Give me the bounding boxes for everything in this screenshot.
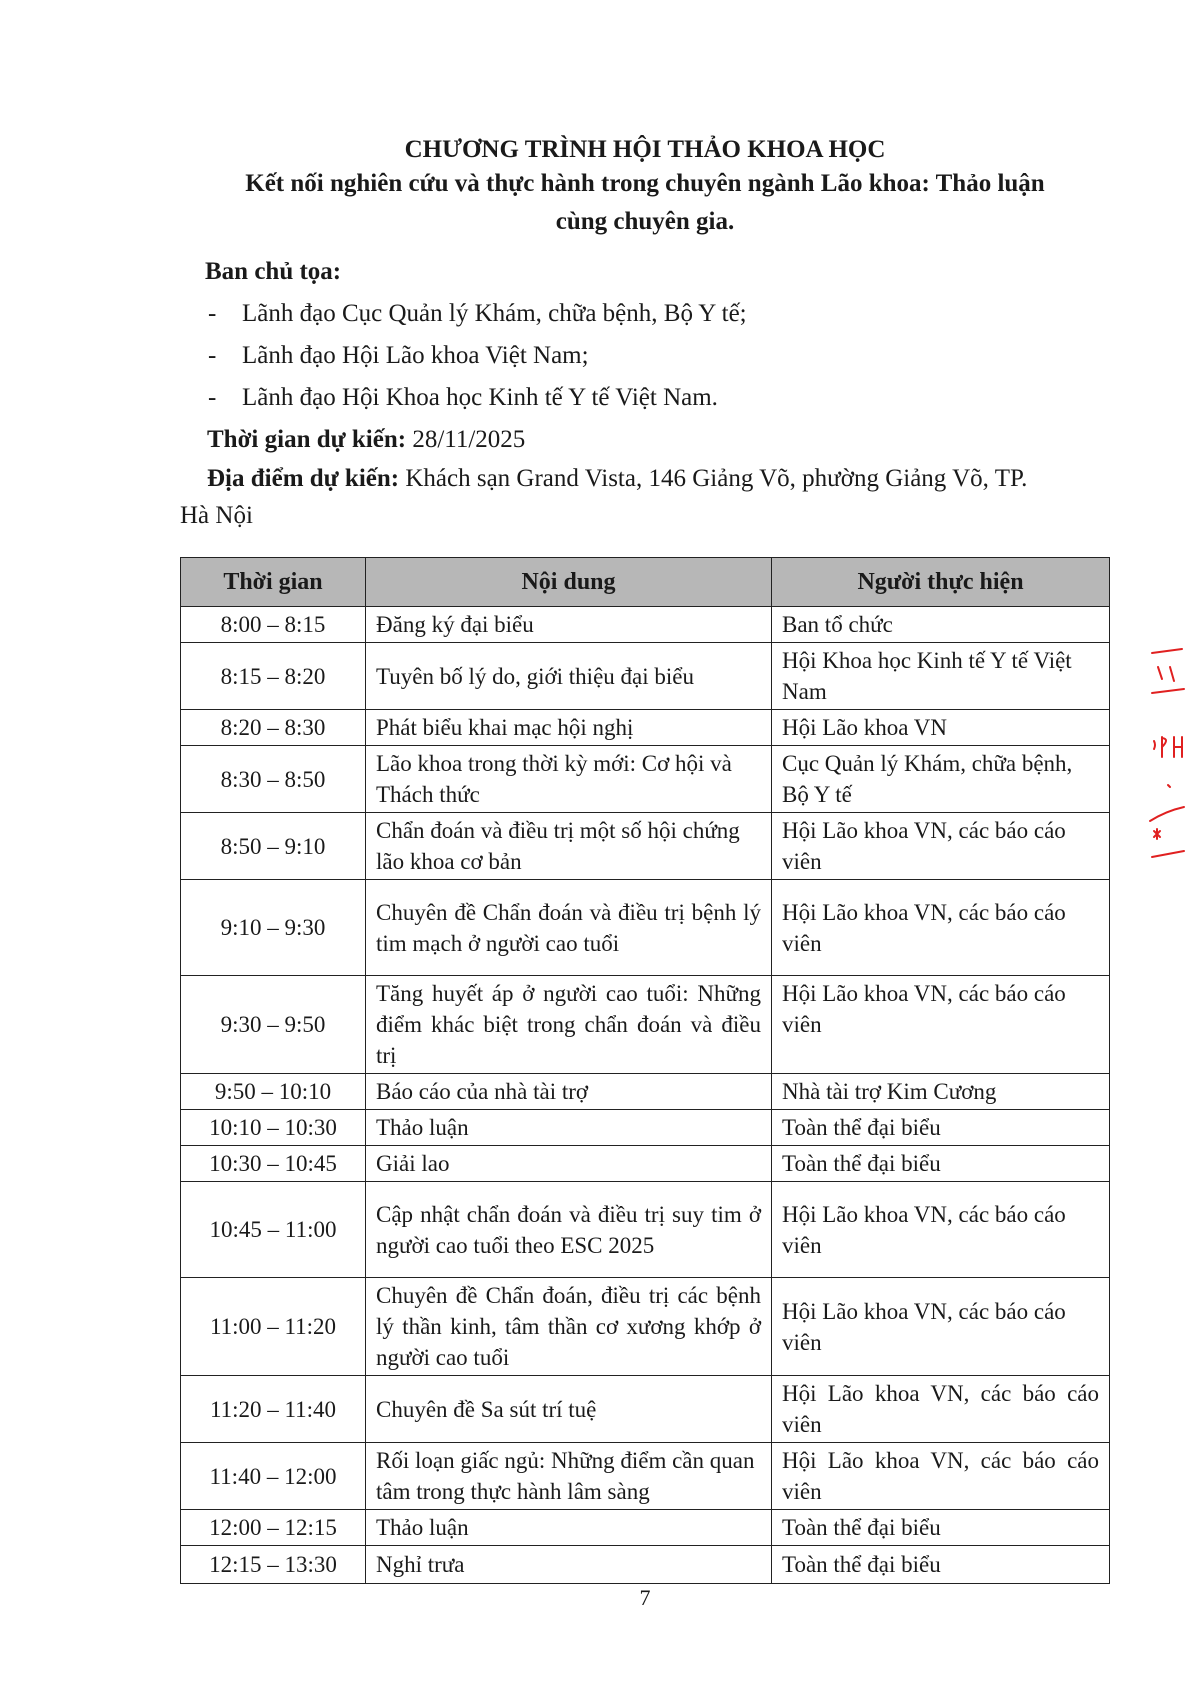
row-time: 12:15 – 13:30 xyxy=(181,1546,366,1584)
row-presenter: Nhà tài trợ Kim Cương xyxy=(772,1074,1110,1110)
row-time: 8:20 – 8:30 xyxy=(181,710,366,746)
expected-place-label: Địa điểm dự kiến: xyxy=(207,465,400,492)
row-time: 8:00 – 8:15 xyxy=(181,607,366,643)
chair-item-text: Lãnh đạo Hội Lão khoa Việt Nam; xyxy=(242,342,589,369)
red-stamp-mark xyxy=(1148,645,1188,875)
column-header-content: Nội dung xyxy=(366,558,772,607)
row-content: Tuyên bố lý do, giới thiệu đại biểu xyxy=(366,643,772,710)
row-presenter: Toàn thể đại biểu xyxy=(772,1510,1110,1546)
table-row xyxy=(181,1146,1110,1182)
row-time: 9:30 – 9:50 xyxy=(181,976,366,1074)
table-row xyxy=(181,1443,1110,1510)
row-presenter: Hội Lão khoa VN, các báo cáo viên xyxy=(772,1182,1110,1278)
chair-item: - Lãnh đạo Hội Khoa học Kinh tế Y tế Việt Nam. xyxy=(208,384,718,411)
table-row xyxy=(181,1110,1110,1146)
row-presenter: Hội Lão khoa VN, các báo cáo viên xyxy=(772,1376,1110,1443)
row-content: Chuyên đề Sa sút trí tuệ xyxy=(366,1376,772,1443)
row-time: 9:50 – 10:10 xyxy=(181,1074,366,1110)
row-presenter: Hội Lão khoa VN xyxy=(772,710,1110,746)
chair-item-text: Lãnh đạo Hội Khoa học Kinh tế Y tế Việt Nam. xyxy=(242,384,718,411)
row-content: Thảo luận xyxy=(366,1110,772,1146)
expected-place xyxy=(207,465,1027,493)
row-content: Lão khoa trong thời kỳ mới: Cơ hội và Thách thức xyxy=(366,746,772,813)
row-time: 12:00 – 12:15 xyxy=(181,1510,366,1546)
row-time: 10:30 – 10:45 xyxy=(181,1146,366,1182)
page-number: 7 xyxy=(639,1585,651,1610)
row-presenter: Toàn thể đại biểu xyxy=(772,1110,1110,1146)
row-time: 9:10 – 9:30 xyxy=(181,880,366,976)
row-content: Tăng huyết áp ở người cao tuổi: Những điểm khác biệt trong chẩn đoán và điều trị xyxy=(366,976,772,1074)
table-row xyxy=(181,976,1110,1074)
row-presenter: Hội Khoa học Kinh tế Y tế Việt Nam xyxy=(772,643,1110,710)
row-content: Chuyên đề Chẩn đoán, điều trị các bệnh lý thần kinh, tâm thần cơ xương khớp ở người cao tuổi xyxy=(366,1278,772,1376)
table-row xyxy=(181,813,1110,880)
row-content: Phát biểu khai mạc hội nghị xyxy=(366,710,772,746)
program-title: CHƯƠNG TRÌNH HỘI THẢO KHOA HỌC xyxy=(404,136,886,163)
expected-time-value: 28/11/2025 xyxy=(412,426,526,453)
schedule-header-row xyxy=(181,558,1110,607)
row-time: 11:00 – 11:20 xyxy=(181,1278,366,1376)
row-time: 10:10 – 10:30 xyxy=(181,1110,366,1146)
chair-heading: Ban chủ tọa: xyxy=(205,258,342,285)
chair-item: - Lãnh đạo Hội Lão khoa Việt Nam; xyxy=(208,342,589,369)
row-presenter: Toàn thể đại biểu xyxy=(772,1146,1110,1182)
row-presenter: Ban tổ chức xyxy=(772,607,1110,643)
table-row xyxy=(181,746,1110,813)
row-presenter: Hội Lão khoa VN, các báo cáo viên xyxy=(772,813,1110,880)
table-row xyxy=(181,607,1110,643)
chair-item-text: Lãnh đạo Cục Quản lý Khám, chữa bệnh, Bộ Y tế; xyxy=(242,300,747,327)
row-content: Chẩn đoán và điều trị một số hội chứng lão khoa cơ bản xyxy=(366,813,772,880)
row-time: 8:15 – 8:20 xyxy=(181,643,366,710)
chair-item: - Lãnh đạo Cục Quản lý Khám, chữa bệnh, Bộ Y tế; xyxy=(208,300,747,327)
column-header-presenter: Người thực hiện xyxy=(772,558,1110,607)
column-header-time: Thời gian xyxy=(181,558,366,607)
program-subtitle-line2: cùng chuyên gia. xyxy=(555,208,735,235)
row-content: Thảo luận xyxy=(366,1510,772,1546)
expected-time-label: Thời gian dự kiến: xyxy=(207,426,407,453)
table-row xyxy=(181,710,1110,746)
row-time: 8:50 – 9:10 xyxy=(181,813,366,880)
program-subtitle-line1: Kết nối nghiên cứu và thực hành trong chuyên ngành Lão khoa: Thảo luận xyxy=(245,170,1045,197)
table-row xyxy=(181,1546,1110,1584)
row-content: Giải lao xyxy=(366,1146,772,1182)
schedule-table xyxy=(180,557,1110,1584)
table-row xyxy=(181,880,1110,976)
row-time: 11:20 – 11:40 xyxy=(181,1376,366,1443)
row-time: 10:45 – 11:00 xyxy=(181,1182,366,1278)
row-content: Chuyên đề Chẩn đoán và điều trị bệnh lý tim mạch ở người cao tuổi xyxy=(366,880,772,976)
row-content: Rối loạn giấc ngủ: Những điểm cần quan tâm trong thực hành lâm sàng xyxy=(366,1443,772,1510)
table-row xyxy=(181,643,1110,710)
row-content: Cập nhật chẩn đoán và điều trị suy tim ở người cao tuổi theo ESC 2025 xyxy=(366,1182,772,1278)
expected-place-continued: Hà Nội xyxy=(180,502,253,529)
row-presenter: Hội Lão khoa VN, các báo cáo viên xyxy=(772,1443,1110,1510)
row-presenter: Hội Lão khoa VN, các báo cáo viên xyxy=(772,976,1110,1074)
row-presenter: Hội Lão khoa VN, các báo cáo viên xyxy=(772,1278,1110,1376)
row-content: Báo cáo của nhà tài trợ xyxy=(366,1074,772,1110)
row-presenter: Hội Lão khoa VN, các báo cáo viên xyxy=(772,880,1110,976)
table-row xyxy=(181,1182,1110,1278)
table-row xyxy=(181,1510,1110,1546)
row-content: Nghỉ trưa xyxy=(366,1546,772,1584)
row-content: Đăng ký đại biểu xyxy=(366,607,772,643)
expected-time xyxy=(207,426,525,454)
row-time: 11:40 – 12:00 xyxy=(181,1443,366,1510)
row-presenter: Toàn thể đại biểu xyxy=(772,1546,1110,1584)
row-presenter: Cục Quản lý Khám, chữa bệnh, Bộ Y tế xyxy=(772,746,1110,813)
row-time: 8:30 – 8:50 xyxy=(181,746,366,813)
table-row xyxy=(181,1074,1110,1110)
table-row xyxy=(181,1278,1110,1376)
expected-place-value: Khách sạn Grand Vista, 146 Giảng Võ, phường Giảng Võ, TP. xyxy=(405,465,1028,492)
table-row xyxy=(181,1376,1110,1443)
